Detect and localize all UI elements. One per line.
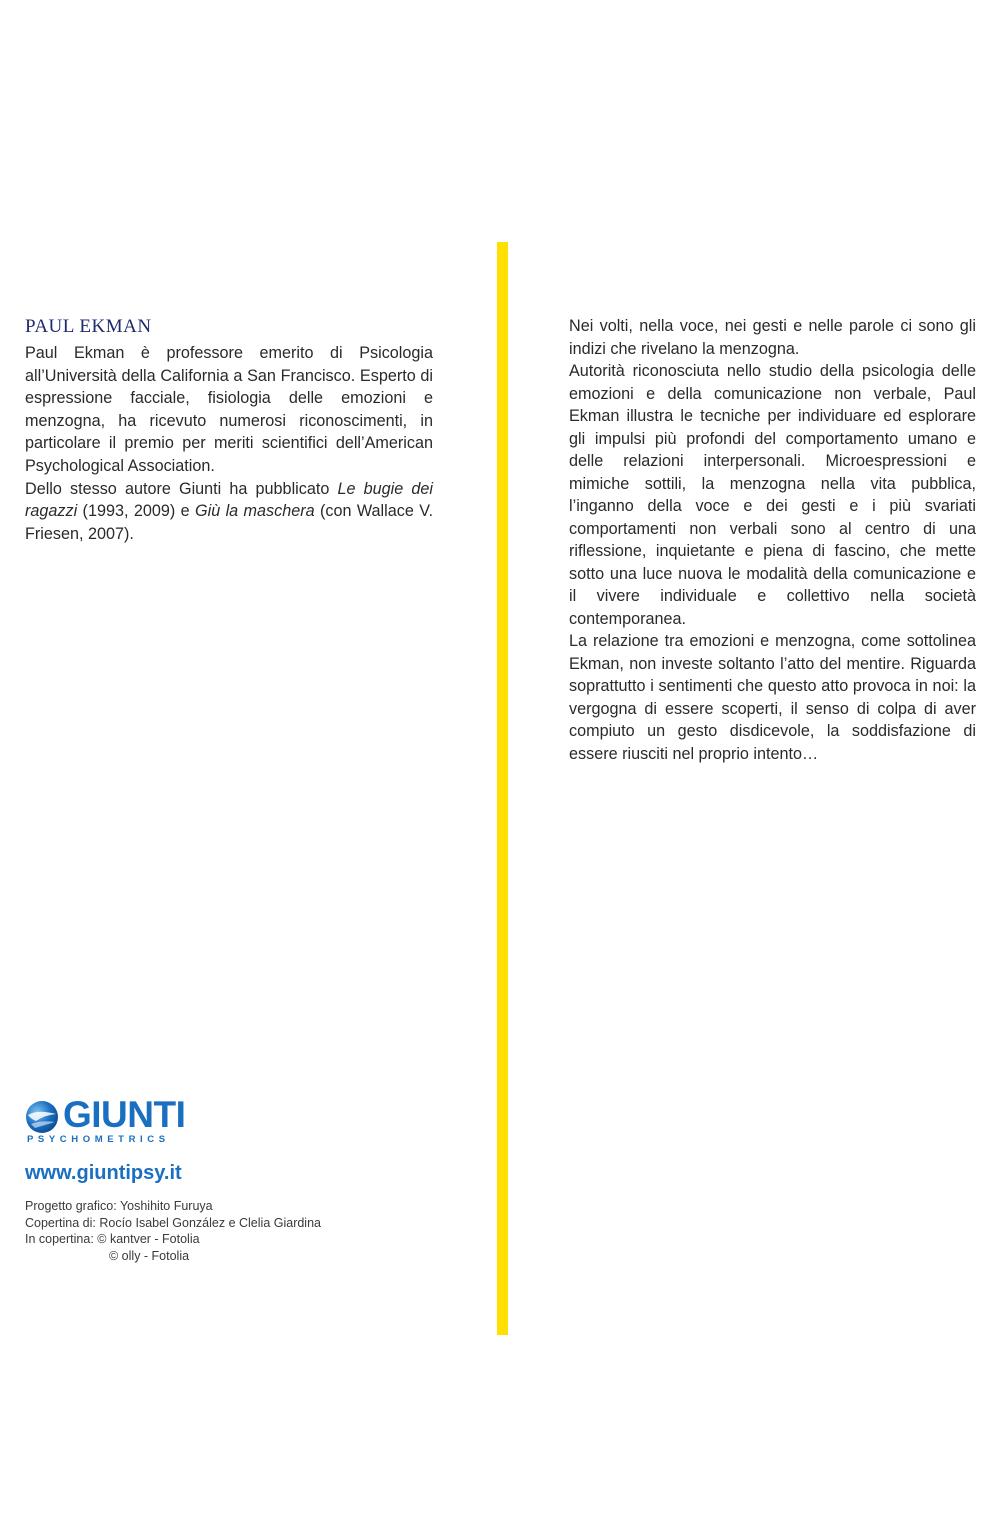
yellow-divider	[497, 242, 508, 1335]
logo-subtitle: PSYCHOMETRICS	[27, 1134, 170, 1145]
book-title-giu-la-maschera: Giù la maschera	[195, 502, 315, 521]
logo-wordmark: GIUNTI	[63, 1094, 186, 1135]
publisher-website-link[interactable]: www.giuntipsy.it	[25, 1162, 182, 1184]
author-section	[25, 314, 433, 545]
bio-paragraph-2	[25, 478, 433, 546]
giunti-globe-icon	[25, 1100, 59, 1134]
bio-text: Dello stesso autore Giunti ha pubblicato	[25, 479, 338, 498]
book-title-le-bugie: Le bugie dei ragazzi	[25, 479, 433, 521]
blurb-paragraph-1: Nei volti, nella voce, nei gesti e nelle parole ci sono gli indizi che rivelano la menzogna.	[569, 317, 976, 358]
giunti-psychometrics-logo	[25, 1094, 195, 1148]
author-bio	[25, 342, 433, 545]
blurb-paragraph-2: Autorità riconosciuta nello studio della psicologia delle emozioni e della comunicazione non verbale, Paul Ekman illustra le tecniche per individuare ed esplorare gli impulsi più profondi del comportamento umano e delle relazioni interpersonali. Microespressioni e mimiche sottili, la menzogna nella vita pubblica, l’inganno della voce e dei gesti e i più svariati comportamenti non verbali sono al centro di una riflessione, inquietante e piena di fascino, che mette sotto una luce nuova le modalità della comunicazione e il vivere individuale e collettivo nella società contemporanea.	[569, 362, 976, 628]
bio-paragraph-1: Paul Ekman è professore emerito di Psicologia all’Università della California a San Francisco. Esperto di espressione facciale, fisiologia delle emozioni e menzogna, ha ricevuto numerosi riconoscimenti, in particolare il premio per meriti scientifici dell’American Psychological Association.	[25, 344, 433, 475]
credit-cover-image-2: © olly - Fotolia	[109, 1248, 190, 1263]
bio-text: (1993, 2009) e	[77, 502, 195, 521]
credits	[25, 1198, 321, 1264]
credit-design: Progetto grafico: Yoshihito Furuya	[25, 1199, 213, 1213]
blurb-paragraph-3: La relazione tra emozioni e menzogna, come sottolinea Ekman, non investe soltanto l’atto del mentire. Riguarda soprattutto i sentimenti che questo atto provoca in noi: la vergogna di essere scoperti, il senso di colpa di aver compiuto un gesto disdicevole, la soddisfazione di essere riusciti nel proprio intento…	[569, 632, 976, 763]
book-blurb	[569, 315, 976, 765]
bio-text: (con Wallace V. Friesen, 2007).	[25, 502, 434, 543]
credit-cover: Copertina di: Rocío Isabel González e Clelia Giardina	[25, 1215, 321, 1230]
credit-cover-image-1: In copertina: © kantver - Fotolia	[25, 1232, 200, 1246]
author-name: PAUL EKMAN	[25, 316, 152, 337]
